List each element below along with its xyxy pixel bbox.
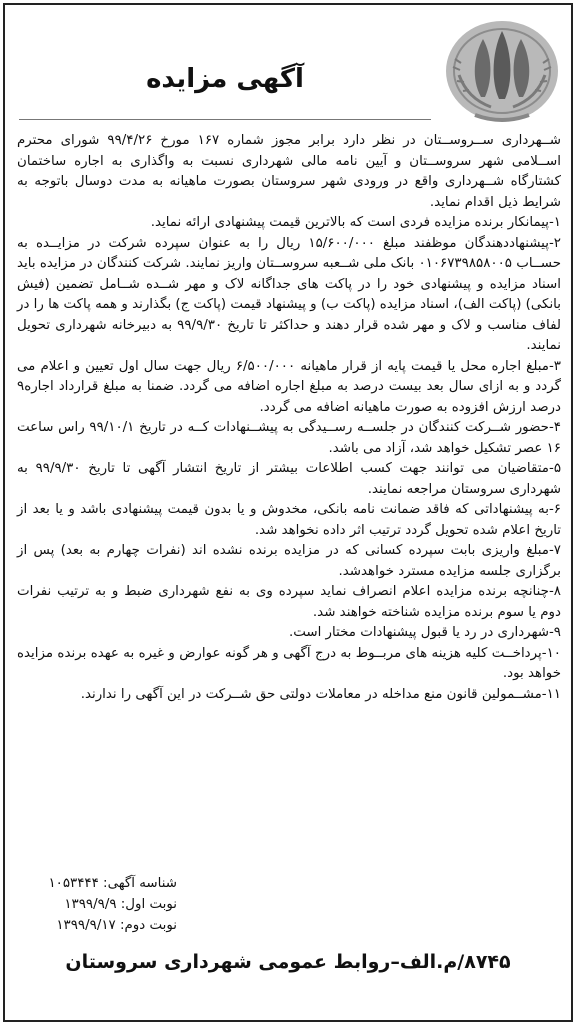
condition-5: ۵-متقاضیان می توانند جهت کسب اطلاعات بیشتر از تاریخ انتشار آگهی تا تاریخ ۹۹/۹/۳۰ به شهرداری سروستان مراجعه نمایند. (17, 461, 562, 497)
title-band (19, 57, 431, 101)
condition-8: ۸-چنانچه برنده مزایده اعلام انصراف نماید سپرده وی به نفع شهرداری ضبط و به ترتیب نفرات دوم یا سوم برنده مزایده شناخته خواهند شد. (17, 584, 561, 620)
notice-id: شناسه آگهی: ۱۰۵۳۴۴۴ (48, 876, 177, 891)
notice-meta (17, 873, 177, 936)
footer-signature: ۸۷۴۵/م.الف–روابط عمومی شهرداری سروستان (65, 951, 511, 973)
first-publication: نوبت اول: ۱۳۹۹/۹/۹ (64, 897, 177, 912)
notice-body (17, 131, 561, 705)
condition-4: ۴-حضور شــرکت کنندگان در جلســه رســیدگی به پیشــنهادات کــه در تاریخ ۹۹/۱۰/۱ راس ساعت ۱۶ عصر تشکیل خواهد شد، آزاد می باشد. (17, 420, 561, 456)
notice-frame (3, 3, 573, 1022)
header (5, 5, 571, 125)
condition-6: ۶-به پیشنهاداتی که فاقد ضمانت نامه بانکی، مخدوش و یا بدون قیمت پیشنهادی باشد و یا بعد از تاریخ اعلام شده تحویل گردد ترتیب اثر داده نخواهد شد. (17, 502, 561, 538)
condition-11: ۱۱-مشــمولین قانون منع مداخله در معاملات دولتی حق شــرکت در این آگهی را ندارند. (80, 686, 561, 702)
condition-7: ۷-مبلغ واریزی بابت سپرده کسانی که در مزایده برنده نشده اند (نفرات چهارم به بعد) پس از برگزاری جلسه مزایده مسترد خواهدشد. (17, 543, 561, 579)
municipality-logo-icon (441, 19, 563, 129)
second-publication: نوبت دوم: ۱۳۹۹/۹/۱۷ (56, 918, 177, 933)
condition-10: ۱۰-پرداخــت کلیه هزینه های مربــوط به درج آگهی و هر گونه عوارض و غیره به عهده برنده مزایده خواهد بود. (17, 645, 561, 681)
condition-1: ۱-پیمانکار برنده مزایده فردی است که بالاترین قیمت پیشنهادی ارائه نماید. (150, 215, 561, 230)
condition-3: ۳-مبلغ اجاره محل یا قیمت پایه از قرار ماهیانه ۶/۵۰۰/۰۰۰ ریال جهت سال اول تعیین و اعلام می گردد و به ازای سال بعد بیست درصد به مبلغ اجاره اضافه می گردد. ضمنا به مبلغ قرارداد اجاره۹ درصد ارزش افزوده به صورت ماهیانه اضافه می گردد. (17, 358, 561, 415)
title-divider (19, 119, 431, 120)
intro-paragraph: شــهرداری ســروســتان در نظر دارد برابر مجوز شماره ۱۶۷ مورخ ۹۹/۴/۲۶ شورای محترم اســلامی شهر سروســتان و آیین نامه مالی شهرداری نسبت به واگذاری به اجاره ساختمان کشتارگاه شــهرداری واقع در ورودی شهر سروستان بصورت ماهیانه به مدت دوسال باتوجه به شرایط ذیل اقدام نماید. (17, 133, 561, 210)
condition-2: ۲-پیشنهاددهندگان موظفند مبلغ ۱۵/۶۰۰/۰۰۰ ریال را به عنوان سپرده شرکت در مزایــده به حســاب ۰۱۰۶۷۳۹۸۵۸۰۰۵ بانک ملی شــعبه سروســتان واریز نمایند. شرکت کنندگان در مزایده باید اسناد مزایده و پیشنهادی خود را در پاکت های جداگانه لاک و مهر شــده شــامل تضمین (فیش بانکی) (پاکت الف)، اسناد مزایده (پاکت ب) و پیشنهاد قیمت (پاکت ج) بگذارند و همه پاکت ها را در لفاف مناسب و لاک و مهر شده قرار دهند و حداکثر تا تاریخ ۹۹/۹/۳۰ به دبیرخانه شهرداری تحویل نمایند. (17, 235, 561, 353)
notice-title: آگهی مزایده (146, 64, 304, 94)
condition-9: ۹-شهرداری در رد یا قبول پیشنهادات مختار است. (288, 625, 561, 640)
